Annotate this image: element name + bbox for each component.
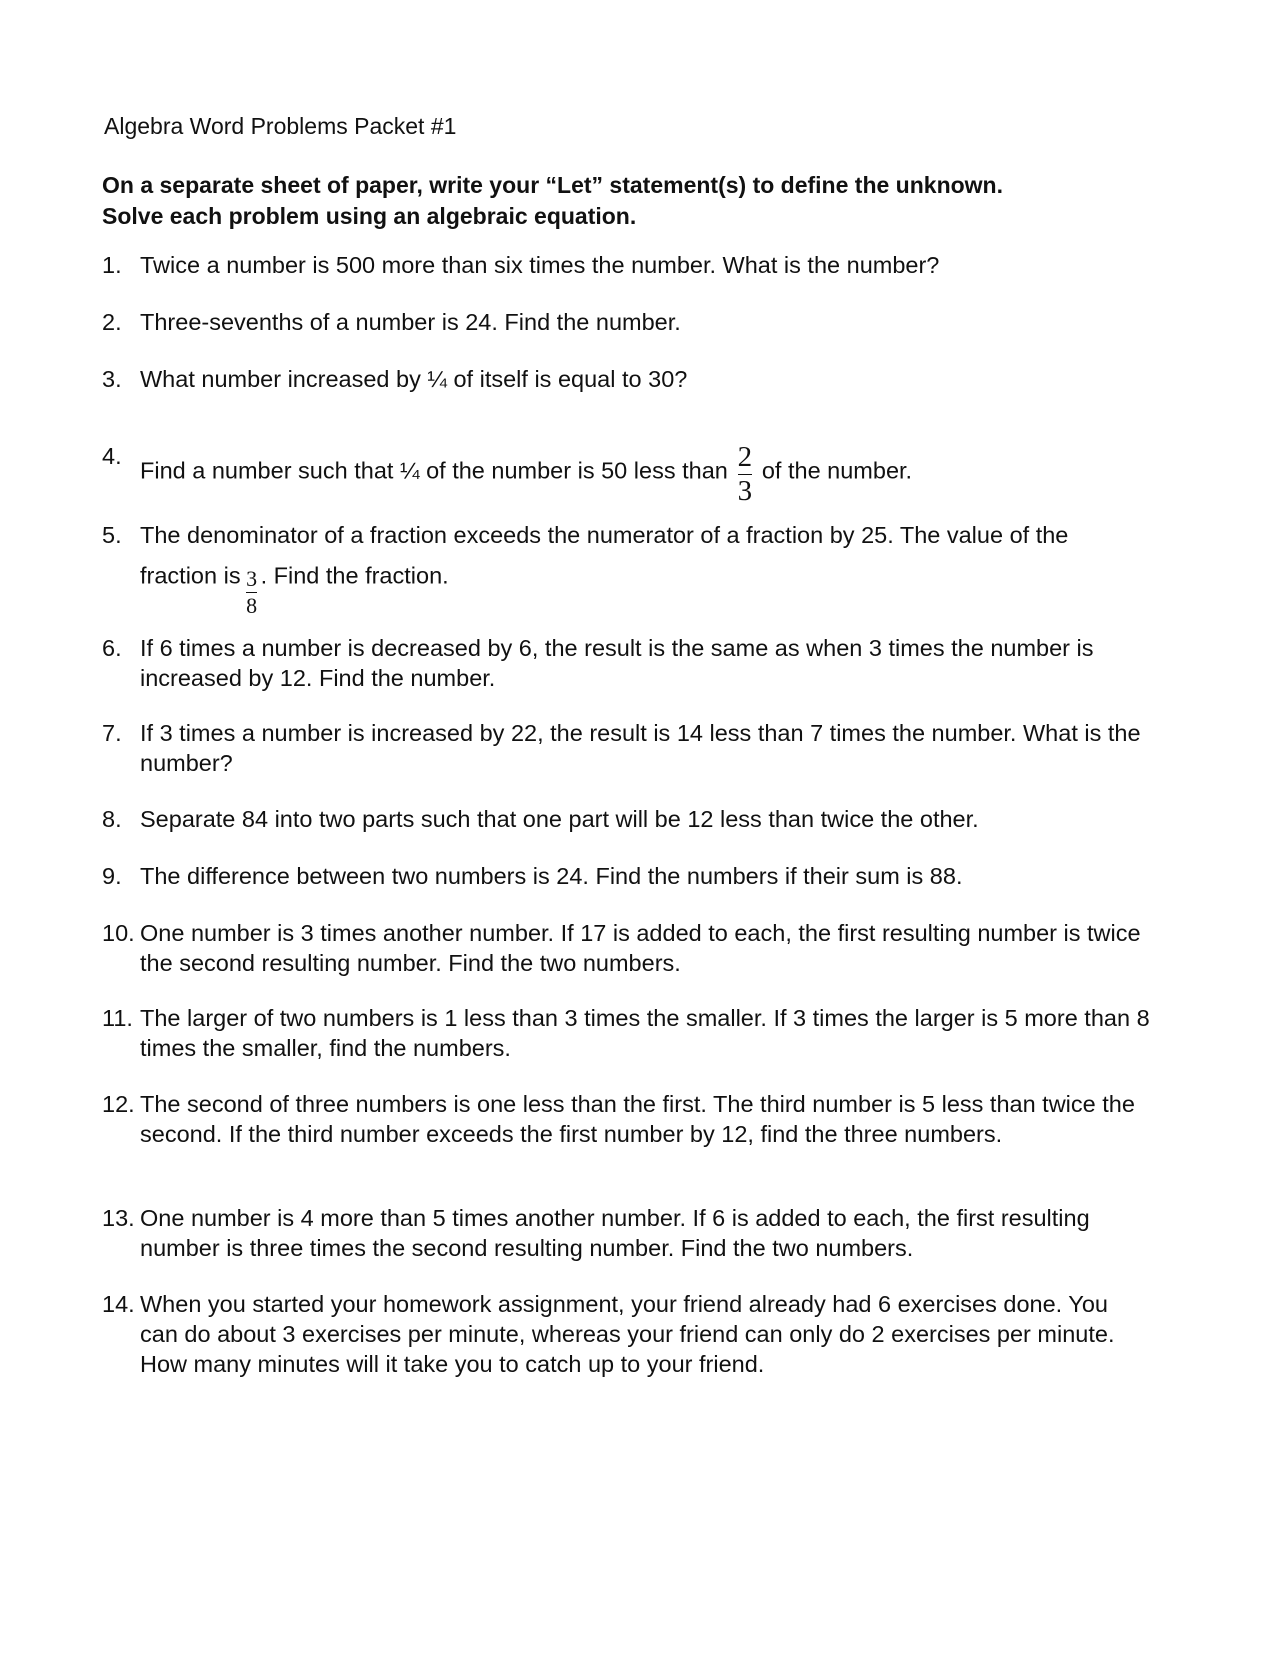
fraction-denominator: 8 xyxy=(246,593,258,618)
problem-text: If 6 times a number is decreased by 6, the result is the same as when 3 times the number is increased by 12. Find the number. xyxy=(140,635,1094,691)
problem-number: 3. xyxy=(102,366,122,392)
fraction-numerator: 3 xyxy=(246,566,258,591)
problem-item xyxy=(102,1203,1152,1263)
fraction-numerator: 2 xyxy=(737,441,753,473)
problem-number: 5. xyxy=(102,522,122,548)
problem-number: 1. xyxy=(102,252,122,278)
problem-item xyxy=(102,364,1152,394)
problem-number: 2. xyxy=(102,309,122,335)
problem-text-line: The denominator of a fraction exceeds the numerator of a fraction by 25. The value of the xyxy=(140,522,1069,548)
problem-item xyxy=(102,1003,1152,1063)
problem-text: One number is 4 more than 5 times another number. If 6 is added to each, the first resulting number is three times the second resulting number. Find the two numbers. xyxy=(140,1205,1090,1261)
problem-text: The larger of two numbers is 1 less than 3 times the smaller. If 3 times the larger is 5 more than 8 times the smaller, find the numbers. xyxy=(140,1005,1150,1061)
problem-text: If 3 times a number is increased by 22, the result is 14 less than 7 times the number. What is the number? xyxy=(140,720,1141,776)
problem-number: 8. xyxy=(102,806,122,832)
problem-text-before: Find a number such that ¼ of the number is 50 less than xyxy=(140,457,728,484)
problem-number: 6. xyxy=(102,635,122,661)
problem-number: 7. xyxy=(102,720,122,746)
problem-item xyxy=(102,441,1152,507)
problem-item xyxy=(102,1289,1152,1379)
problem-item xyxy=(102,918,1152,978)
problem-item xyxy=(102,861,1152,891)
problem-item xyxy=(102,520,1152,618)
instruction-line: Solve each problem using an algebraic equation. xyxy=(102,203,637,229)
problem-text: The difference between two numbers is 24. Find the numbers if their sum is 88. xyxy=(140,863,963,889)
problem-text xyxy=(140,441,1152,507)
problem-number: 13. xyxy=(102,1205,135,1231)
fraction-three-eighths xyxy=(243,568,261,617)
problem-item xyxy=(102,307,1152,337)
problem-text: One number is 3 times another number. If 17 is added to each, the first resulting number is twice the second resulting number. Find the two numbers. xyxy=(140,920,1141,976)
problem-text-after: . Find the fraction. xyxy=(260,562,449,589)
problem-number: 10. xyxy=(102,920,135,946)
problem-item xyxy=(102,250,1152,280)
problem-text: The second of three numbers is one less than the first. The third number is 5 less than twice the second. If the third number exceeds the first number by 12, find the three numbers. xyxy=(140,1091,1135,1147)
problem-text-before: fraction is xyxy=(140,562,241,589)
problem-item xyxy=(102,804,1152,834)
problem-number: 9. xyxy=(102,863,122,889)
instruction-line: On a separate sheet of paper, write your “Let” statement(s) to define the unknown. xyxy=(102,172,1003,198)
problem-text: What number increased by ¼ of itself is equal to 30? xyxy=(140,366,688,392)
problem-number: 11. xyxy=(102,1005,133,1031)
instructions xyxy=(102,170,1182,232)
problem-number: 14. xyxy=(102,1291,135,1317)
fraction-two-thirds xyxy=(734,443,756,506)
problem-text xyxy=(140,520,1152,618)
problem-text-after: of the number. xyxy=(761,457,913,484)
problem-item xyxy=(102,718,1152,778)
page-title: Algebra Word Problems Packet #1 xyxy=(104,113,457,139)
problem-number: 4. xyxy=(102,443,122,469)
problem-item xyxy=(102,1089,1152,1149)
problem-item xyxy=(102,633,1152,693)
fraction-denominator: 3 xyxy=(737,475,753,507)
problem-text: Three-sevenths of a number is 24. Find the number. xyxy=(140,309,681,335)
problem-number: 12. xyxy=(102,1091,135,1117)
problem-text: When you started your homework assignment, your friend already had 6 exercises done. You can do about 3 exercises per minute, whereas your friend can only do 2 exercises per minute. How many minutes will it take you to catch up to your friend. xyxy=(140,1291,1115,1377)
problem-text: Separate 84 into two parts such that one part will be 12 less than twice the other. xyxy=(140,806,979,832)
problem-text: Twice a number is 500 more than six times the number. What is the number? xyxy=(140,252,940,278)
